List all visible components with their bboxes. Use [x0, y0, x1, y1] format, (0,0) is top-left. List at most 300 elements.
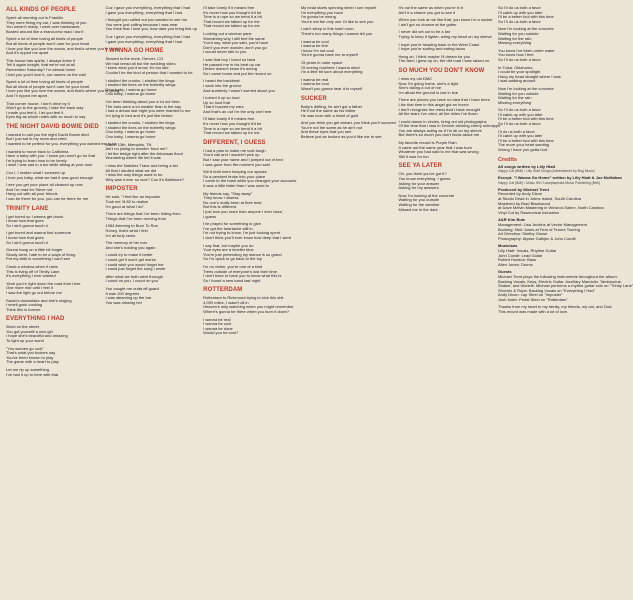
lyric-line: Hang out with all your friends — [6, 191, 58, 197]
lyric-line: I miss my old DMC — [398, 75, 433, 81]
lyric-stanza — [203, 318, 299, 336]
lyric-stanza — [106, 6, 202, 15]
lyric-line: So I'll do us both a favor — [498, 107, 541, 113]
lyric-line: Missed me in the dark — [398, 206, 438, 212]
lyric-line: Would you be cool? — [203, 330, 239, 336]
lyric-stanza — [203, 58, 299, 76]
lyric-line: I studied the crooks, I studied the kings — [105, 77, 175, 83]
lyric-line: I smell gunk cooking — [6, 302, 43, 308]
song-title: TRINITY LANE — [6, 205, 49, 212]
lyric-line: You're just pretending my stance is so grand — [203, 251, 282, 257]
credits-line: All songs written by Lilly Hiatt — [498, 163, 556, 169]
credits-line: Backing Vocals, Keys, Electric Guitar, Auxiliary Mandolin, Tambourine, — [498, 278, 622, 284]
lyric-line: One more ride until I feel it — [6, 285, 53, 291]
lyric-stanza — [6, 183, 104, 201]
song-block — [6, 123, 117, 202]
lyric-line: So I'll do us both a favor — [498, 18, 541, 24]
lyric-line: I'll be a better fool with this time — [498, 116, 554, 122]
credits-line: Musicians — [498, 243, 518, 249]
lyric-line: Missing everything — [498, 99, 532, 105]
lyric-line: And I'm mad for Steve not — [6, 186, 53, 192]
lyric-line: No one's really been at their best — [203, 199, 262, 205]
lyric-line: I'm everything you have — [300, 9, 343, 15]
lyric-stanza — [106, 100, 202, 118]
lyric-stanza — [6, 282, 104, 296]
lyric-line: I could be your spotlight — [498, 69, 541, 75]
lyric-line: She's taking a cut of me — [398, 85, 442, 91]
lyric-stanza — [399, 43, 497, 52]
lyrics-column — [301, 6, 397, 596]
lyric-line: Don't you ever wonder, don't you go — [203, 44, 267, 50]
lyric-line: Now I'm looking at the concrete — [498, 26, 554, 32]
lyric-line: I love you like you love the ocean, and that's where you're going — [6, 88, 120, 94]
credits-line: Photography: Alysse Gafkjen & John Condit — [498, 235, 576, 241]
lyric-line: So I'm quick to go back to the top — [203, 256, 263, 262]
lyric-line: I don't think you'll ever know how deep that I went — [203, 234, 291, 240]
lyric-line: I was gone from the moment you said — [203, 161, 270, 167]
credits-line: Mastered by Brad Blackwood — [498, 200, 551, 206]
lyric-line: I'm lying in bed and it's just like before — [105, 112, 173, 118]
lyric-stanza — [6, 16, 104, 34]
lyric-line: 15 seeing nowhere I wanna mind — [300, 64, 360, 70]
lyric-line: I was steaming up the bar — [105, 295, 152, 301]
lyric-line: I count on you, I count on you — [105, 278, 158, 284]
song-title: THE NIGHT DAVID BOWIE DIED — [6, 123, 99, 130]
lyric-line: Spent a lot of time loving all kinds of people — [6, 79, 83, 85]
credits-line: A&R Kim Buie — [498, 217, 526, 223]
lyric-stanza — [106, 195, 202, 209]
lyric-stanza — [6, 215, 104, 229]
lyric-line: I'm good at what I do" — [105, 203, 144, 209]
song-title: DIFFERENT, I GUESS — [203, 139, 266, 146]
lyric-stanza — [301, 27, 397, 36]
lyric-line: I would never talk to you — [203, 49, 247, 55]
lyric-line: Like that time in this angel got an horror — [398, 101, 469, 107]
song-block — [203, 140, 299, 283]
lyric-line: He was born with a heart of gold — [300, 112, 359, 118]
lyric-line: Time is a rope so we bend it a bit — [203, 14, 262, 20]
lyric-stanza — [203, 79, 299, 93]
lyric-line: I'll be a better fool with this time — [498, 137, 554, 143]
song-title: SUCKER — [300, 95, 327, 102]
lyric-line: I'll do us both a favor — [498, 128, 535, 134]
lyric-line: Oh, you think you've got it? — [398, 171, 447, 177]
lyric-line: Ooo baby, I wanna go home — [105, 91, 156, 97]
lyric-stanza — [6, 79, 120, 98]
lyric-line: You were just calling because I was near — [105, 21, 178, 27]
lyric-line: So I ain't gonna touch it — [6, 239, 48, 245]
lyric-line: You weren't ready, I went over backwards — [6, 24, 80, 30]
lyric-line: I let the bridge right after the Arkansas flood — [105, 150, 183, 156]
lyric-line: 1984 listening to Born To Run — [105, 223, 158, 229]
lyric-line: I gave you everything, everything that I had — [105, 38, 182, 44]
lyric-line: I hope she's beautiful and amazing — [6, 333, 68, 339]
lyrics-column — [6, 6, 120, 596]
lyric-line: Asking for your answer — [398, 180, 440, 186]
lyric-line: I see you get your place all cleaned up now — [6, 182, 83, 188]
lyric-line: Now I'm looking at the concrete — [398, 192, 455, 198]
lyric-line: In Tulsa, Oklahoma — [498, 64, 533, 70]
lyric-line: I could dance in circles, bring out old photographs — [398, 118, 487, 124]
lyric-stanza — [301, 61, 397, 75]
lyric-line: Sarah's downstairs and she's singing — [6, 297, 72, 303]
lyric-stanza — [6, 347, 104, 365]
lyric-line: I've got the heartache still in — [203, 225, 253, 231]
lyric-line: Spent all morning out in Franklin — [6, 15, 64, 20]
lyric-line: I wanna be cool — [300, 38, 329, 44]
lyric-stanza — [6, 59, 104, 77]
lyric-line: I could just forget the song I wrote — [105, 266, 166, 272]
lyric-line: Yeah you're right down the road from here — [6, 280, 81, 286]
lyric-stanza — [6, 265, 104, 279]
lyric-line: That record we talked up for me — [203, 18, 260, 24]
lyric-line: This house has spirits, I always knew it — [6, 57, 75, 63]
lyric-stanza — [399, 194, 497, 212]
lyric-line: And that's an out I'm the only one here — [203, 108, 272, 114]
credits-line: Booking: Nick Jones at Fear of Tenure Touring — [498, 226, 580, 232]
lyric-line: You've been known to play — [6, 354, 54, 360]
lyric-stanza — [399, 141, 497, 159]
lyric-line: And she's holding you again — [105, 244, 156, 250]
lyric-line: Word on the street — [6, 324, 39, 330]
lyric-line: Gonna hang on a little bit longer — [6, 247, 63, 253]
lyric-line: Ain't no joking to wonder 'bout me? — [105, 146, 168, 152]
lyric-line: He passed me in his beat up car — [203, 61, 261, 67]
lyric-line: I sank into the groove — [203, 82, 242, 88]
lyric-line: You think that I love you, how dare you bring this up — [105, 26, 197, 32]
lyric-stanza — [399, 30, 497, 39]
song-block — [301, 6, 397, 92]
lyric-line: But I just sat in my room and cried — [6, 136, 67, 142]
lyric-line: I could wish you would forget her — [105, 261, 164, 267]
credits-line: Shovels & Rope: Backing Vocals on "Everything I Had" — [498, 287, 596, 293]
lyric-stanza — [106, 224, 202, 238]
lyrics-column — [203, 6, 299, 596]
lyric-line: So I'll do us both a favor — [498, 121, 541, 127]
lyric-line: Hang on, I think maybe I'll dream for you — [398, 53, 471, 59]
credits-line: Art Direction: Shelby Ghose — [498, 231, 548, 237]
song-block — [203, 6, 299, 136]
lyric-stanza — [106, 212, 202, 221]
lyric-line: We'd both been keeping our spaces — [203, 169, 267, 175]
lyric-line: And suddenly I wasn't worried about you — [203, 87, 275, 93]
lyric-line: Rotterdam to Richmond trying to kick this shit — [203, 295, 284, 301]
lyric-line: I've been thinking about you a lot out here — [105, 98, 180, 104]
lyric-line: And it's ripped me apart — [6, 50, 49, 56]
lyric-line: The memory of her torn — [105, 240, 148, 246]
lyric-line: Trying to keep it lighter, wring my heart on my sleeve — [398, 33, 492, 39]
lyric-line: Let me rip up something — [6, 367, 49, 373]
song-block — [106, 48, 202, 182]
credits-section — [498, 156, 633, 315]
lyric-line: I love you baby, what we had it was good enough — [6, 174, 94, 180]
lyric-line: I guess — [203, 213, 217, 219]
lyric-line: I don't have to have you to know what this is — [203, 273, 282, 279]
lyric-line: I know how that goes — [6, 234, 44, 240]
lyric-line: I can't sleep in this hotel room — [300, 26, 354, 32]
lyric-line: Couldn't be the kind of person that I wanted to be — [105, 69, 193, 75]
lyric-line: Waiting for the rain — [498, 35, 532, 41]
lyric-line: Up so loud that — [203, 99, 231, 105]
credits-line: Happy Cat (BMI) / Music Hill / Laseptspeaks Music Publishing (BMI) — [498, 180, 600, 185]
lyric-line: That corner house, I don't drive by it — [6, 100, 70, 106]
lyric-stanza — [399, 77, 497, 95]
lyric-line: So I came home and put the record on — [203, 70, 272, 76]
lyric-line: I've prayed for something to give — [203, 221, 261, 227]
lyric-line: I told you you'd love it, our names on the wall — [6, 71, 86, 77]
lyric-line: After what we both went through — [105, 273, 163, 279]
lyric-line: The more your heart wanting — [498, 142, 550, 148]
lyric-line: I'm all forty cents — [105, 232, 136, 238]
lyric-stanza — [6, 299, 104, 313]
lyric-stanza — [106, 241, 202, 250]
lyric-line: Wasn't you gonna hear it to myself — [300, 85, 362, 91]
lyric-stanza — [301, 6, 397, 24]
song-title: SEE YA LATER — [398, 163, 443, 170]
song-block — [399, 163, 497, 212]
lyric-stanza — [203, 265, 299, 283]
lyric-stanza — [106, 57, 202, 75]
credits-line: Thanks from my heart to my family, my friends, my cat, and God. — [498, 304, 613, 310]
lyric-line: The game with a heart to play — [6, 359, 59, 365]
lyric-line: Heaven's only watching when you might remember — [203, 304, 294, 310]
lyric-line: They know I obsess — [203, 195, 239, 201]
lyric-line: I'm afraid the ground is lost in line — [398, 89, 458, 95]
credits-line: Robert Hudson: Bass — [498, 257, 537, 263]
lyric-line: Ooo baby, I wanna go home — [105, 129, 156, 135]
lyric-line: I'll catch up with you later — [498, 133, 543, 139]
lyric-line: I could get it won't get worse — [105, 256, 156, 262]
credits-line: Recorded by Andy Dixon — [498, 191, 543, 197]
lyric-stanza — [106, 18, 202, 32]
lyric-stanza — [6, 171, 104, 180]
lyric-stanza — [106, 253, 202, 271]
lyric-stanza — [6, 150, 104, 168]
lyric-line: That record we talked up for me — [203, 130, 260, 136]
lyric-line: I'm a little bit sore about everything — [300, 69, 363, 75]
lyric-line: Your eyes are a lonelier blue — [203, 247, 254, 253]
lyric-line: Looking out a window pane — [203, 30, 252, 36]
lyric-line: Have a baby with you, I know you won't go for that — [6, 153, 96, 159]
lyric-line: And I'll ripped me apart — [6, 92, 48, 98]
lyric-stanza — [498, 108, 596, 126]
lyric-line: Crack a window when it rains — [6, 263, 58, 269]
lyric-line: They were fixing my car, I was thinking of you — [6, 19, 87, 25]
lyric-stanza — [398, 118, 501, 138]
lyric-line: Desire doesn't know it's wrong — [203, 66, 257, 72]
lyric-line: You're not the same as he ain't not — [300, 124, 363, 130]
lyric-line: Asking for my answers — [398, 185, 439, 191]
song-block — [498, 6, 596, 153]
lyric-stanza — [498, 49, 596, 63]
lyric-stanza — [399, 6, 497, 15]
lyric-line: I wanted to call you the night David Bowie died — [6, 131, 89, 137]
lyrics-column — [106, 6, 202, 596]
lyric-stanza — [498, 27, 596, 45]
lyric-line: Wondering why I still feel the same — [203, 35, 265, 41]
lyric-line: I can be there for you, you can be there for me — [6, 196, 89, 201]
song-title: ALL KINDS OF PEOPLE — [6, 7, 76, 13]
credits-line: Michael Trent plays the following instruments throughout the album: — [498, 273, 618, 279]
lyric-line: You know I've been under water — [498, 47, 555, 53]
credits-title: Credits — [498, 156, 517, 163]
lyric-line: Still it was for fun — [398, 153, 429, 159]
lyric-line: Missing everything — [498, 40, 532, 46]
lyric-line: He said, "I feel like an imposter — [105, 194, 161, 200]
lyric-line: Things that I've been running from — [105, 215, 167, 221]
lyric-stanza — [498, 6, 596, 24]
lyric-line: It was a little fatter than I was used to — [203, 183, 269, 188]
lyric-stanza — [301, 78, 397, 92]
lyric-line: You know how I feel — [498, 52, 534, 58]
lyric-line: I hope you're heading back to the West Coast — [398, 41, 480, 47]
lyric-stanza — [106, 143, 202, 161]
lyric-line: I don't recognize the mess that I have wrought — [398, 106, 481, 112]
lyric-line: I wanna be cool — [203, 321, 232, 327]
lyric-line: You got yourself a new girl — [6, 328, 53, 334]
credits-line: Shaker, and Ukelele. Michael performs a rhythm guitar solo on "Trinity Lane" — [498, 283, 633, 289]
lyric-line: I had a dream last night you were married to me — [105, 108, 191, 114]
lyric-line: You was missing her — [105, 299, 143, 305]
lyric-line: Waiting for the rain — [498, 95, 532, 101]
lyric-line: I wanna be real — [203, 316, 231, 322]
lyric-line: I just love you more than anyone I ever have, — [203, 208, 283, 214]
lyric-stanza — [301, 105, 397, 119]
lyric-line: I miss the way things used to be — [105, 172, 163, 178]
lyric-line: But there's so much you don't know about me — [398, 132, 480, 138]
lyric-line: And these eyes that you see — [300, 129, 352, 135]
song-block — [6, 7, 120, 120]
lyric-line: I'll be a better fool with this time — [498, 14, 554, 20]
lyric-stanza — [301, 40, 397, 58]
song-block — [106, 186, 202, 305]
lyric-line: The farm I grew up on, the dirt road I was raised on — [398, 58, 490, 64]
lyric-stanza — [203, 244, 299, 262]
lyric-line: You know everything, I guess — [398, 176, 451, 182]
lyric-line: And you think you get ahead, you think you'll succeed — [300, 120, 396, 126]
lyric-line: I love you like you love the ocean, and that's where you're going — [6, 45, 120, 51]
lyric-line: 15 years in outer space — [300, 59, 343, 65]
lyric-stanza — [6, 231, 104, 245]
lyric-line: My head starts spinning when I see myself — [300, 5, 377, 10]
lyric-line: Remember Saturday? I'm almost home — [6, 66, 76, 72]
lyric-stanza — [6, 325, 104, 343]
lyric-line: But this is different, — [203, 204, 238, 210]
lyric-line: Wrong I have you gotta hurt — [498, 147, 548, 153]
lyric-line: Ain't it a shame you got to see it — [398, 9, 456, 15]
lyric-line: I saw the light go out before me — [6, 289, 62, 295]
lyric-line: That it buzzed my ears — [203, 104, 244, 110]
credits-line: Vinyl Cut by Rawsonical Industries — [498, 209, 560, 215]
lyric-line: My friends say, "Stay away" — [203, 190, 253, 196]
lyric-line: I'll take lonely if it means free — [203, 5, 255, 10]
song-block — [203, 287, 299, 336]
lyric-line: I get bored and wanna find someone — [6, 230, 71, 236]
lyric-line: I ain't got no chance at the gutter — [398, 21, 457, 27]
lyric-line: 4,000 miles, I wasn't all in — [203, 299, 249, 305]
lyric-line: Stowed to the bone, Denver, CO — [105, 56, 164, 62]
lyric-stanza — [6, 248, 104, 262]
lyric-line: I gave you everything, everything that I had — [105, 9, 182, 15]
lyric-line: That's what you fuckers say — [6, 350, 56, 356]
lyric-line: I saw that boy I loved so hard — [203, 56, 256, 62]
lyric-line: Won't go to the grocery, I take the back way — [6, 105, 84, 111]
lyric-line: Honey, that's what I feel — [105, 227, 148, 233]
credits-line: Produced by Michael Trent — [498, 186, 549, 192]
lyric-stanza — [203, 222, 299, 240]
credits-line: Management: Lisa Jenkins at Vector Management — [498, 221, 587, 227]
lyric-line: All the tears I've cried, all the miles I've flown — [398, 111, 478, 117]
lyric-line: I'm gonna be wrong — [300, 14, 336, 20]
lyric-line: I get bored so I wanna get drunk — [6, 213, 64, 219]
lyric-line: I knew what you'd know, it's too late — [105, 65, 169, 71]
lyric-line: I'm no victim, you're one of a kind — [203, 263, 263, 269]
lyric-line: Spent a lot of time loving all kinds of people — [6, 36, 83, 42]
lyric-line: But I saw your name and I jumped out of bed — [203, 157, 283, 163]
lyric-stanza — [106, 287, 202, 305]
lyric-line: I'm trying to learn how to be lonely — [6, 157, 67, 163]
lyric-line: I was walking around — [498, 78, 536, 84]
lyric-line: You are always acting as if I'm all on my sleeve — [398, 127, 482, 133]
lyric-line: I hope you're surfing and eating tacos — [398, 46, 466, 52]
lyric-line: Wondering where life led it was — [105, 155, 161, 161]
lyric-line: You're not the only one I'd like to see you — [300, 18, 374, 24]
credits-line: Andy Dixon: Lap Steel on "Imposter" — [498, 292, 563, 298]
lyric-stanza — [203, 192, 299, 220]
lyric-line: I studied the crooks, I studied the kings — [105, 120, 175, 126]
lyric-line: You caught me outta off guard — [105, 285, 159, 291]
lyric-line: I miss the Natchez Trace and being a kid — [105, 163, 178, 169]
lyric-line: So I ain't gonna touch it — [6, 222, 48, 228]
lyric-line: I wish I was sad in a tux while sitting at your door — [6, 162, 93, 168]
lyrics-column — [498, 5, 633, 596]
credits-line: John Condit: Lead Guitar — [498, 252, 543, 258]
credits-line: at Studio Dead in Johns Island, South Carolina — [498, 196, 581, 201]
lyric-stanza — [106, 121, 202, 139]
song-block — [399, 6, 497, 64]
lyric-line: Cuz I gave you everything, everything that I had — [105, 33, 191, 39]
lyric-line: But all kinds of people won't care for your heart — [6, 83, 90, 89]
lyric-stanza — [498, 66, 596, 84]
lyric-line: The bars were a lot smaller than in the bay — [105, 103, 182, 109]
credits-line: at Dave Melvin Mastering in Winston-Salem, North Carolina — [498, 205, 604, 211]
lyric-line: I'll catch up with you later — [498, 9, 543, 15]
lyric-line: There are things that I've been hiding from — [105, 211, 181, 217]
lyric-line: To light up your world — [6, 338, 44, 344]
lyric-stanza — [399, 98, 497, 116]
lyric-line: It's not the same as when you're in it — [398, 5, 463, 10]
lyric-line: Slowly went, hate to be a ways of living — [6, 251, 76, 257]
song-block — [106, 6, 202, 44]
lyric-line: March 13th, Memphis, TN — [105, 141, 152, 147]
lyric-line: Cuz I gave you everything, everything that I had — [105, 5, 191, 10]
lyric-line: Took me 'til 82 to realize — [105, 199, 149, 204]
lyric-line: I heard the backbeat — [203, 78, 240, 84]
lyric-line: All that I studied what we did — [105, 167, 157, 173]
lyric-line: I came to the bank while you changed your accounts — [203, 178, 297, 184]
lyric-line: You'd say, what you said, you'd have — [203, 40, 269, 46]
lyric-stanza — [6, 368, 104, 377]
lyric-line: This is living off of Trinity Lane — [6, 268, 60, 274]
song-title: ROTTERDAM — [203, 287, 243, 294]
lyric-line: Tell it again tonight, that we're not at all — [6, 62, 75, 68]
lyric-line: I wanna be fine — [300, 43, 328, 49]
lyric-line: Cuz I, I realize what I screwed up — [6, 170, 65, 176]
lyric-line: I never did set out to be a liar — [398, 29, 451, 35]
lyric-stanza — [399, 172, 497, 190]
lyric-line: There's too many things I wanna tell you — [300, 30, 373, 36]
song-title: IMPOSTER — [105, 186, 138, 193]
